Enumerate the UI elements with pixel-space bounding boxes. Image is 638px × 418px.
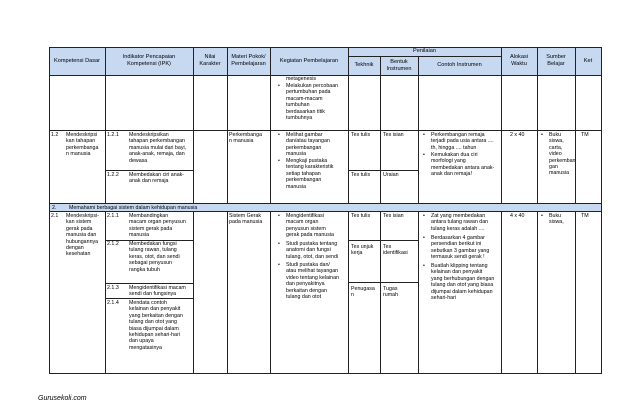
bullet-icon: • xyxy=(541,132,543,138)
r21-materi: Sistem Gerak pada manusia xyxy=(229,213,263,226)
bullet-icon: • xyxy=(278,158,280,164)
table-rule xyxy=(348,56,501,57)
r21-sumber: Buku siswa, xyxy=(549,213,564,226)
table-rule xyxy=(105,47,106,204)
r12-tek2: Tes tulis xyxy=(351,172,371,178)
r21-con2: Berdasarkan 4 gambar persendian berikut ini sebutkan 3 gambar yang termasuk sendi gerak ! xyxy=(431,235,490,261)
r12-ipk2-no: 1.2.2 xyxy=(107,172,119,178)
r21-con1: Zat yang membedakan antara tulang rawan dan tulang keras adalah .... xyxy=(431,213,489,232)
table-rule xyxy=(49,203,602,204)
r12-ipk1: Mendeskripsikan tahapan perkembangan manusia mulai dari bayi, anak-anak, remaja, dan dewasa xyxy=(129,132,187,164)
header-teknik: Tekhnik xyxy=(354,62,374,69)
table-rule xyxy=(575,47,576,204)
table-rule xyxy=(575,211,576,374)
r21-keg1: Mengidentifikasi macam organ penyusun sistem gerak pada manusia xyxy=(286,213,334,239)
r12-con2: Kemukakan dua ciri morfologi yang membedakan antara anak- anak dan remaja! xyxy=(431,152,495,178)
r12-materi: Perkembanga n manusia xyxy=(229,132,262,145)
header-ipk: Indikator Pencapaian Kompetensi (IPK) xyxy=(122,54,176,67)
r21-ipk2: Membedakan fungsi tulang rawan, tulang keras, otot, dan sendi sebagai penyusun rangka tubuh xyxy=(129,241,180,273)
table-border xyxy=(601,47,602,374)
r12-ipk2: Membedakan ciri anak- anak dan remaja xyxy=(129,172,185,185)
table-rule xyxy=(105,170,193,171)
bullet-icon: • xyxy=(278,241,280,247)
r21-con3: Buatlah klipping tentang kelainan dan penyakit yang berhubungan dengan tulang dan otot yang biasa dijumpai dalam kehidupan sehari-hari xyxy=(431,263,495,302)
header-sumber: Sumber Belajar xyxy=(546,54,566,67)
r21-tek3: Penugasa n xyxy=(351,286,375,299)
table-rule xyxy=(193,47,194,204)
r21-ket: TM xyxy=(581,213,589,219)
table-rule xyxy=(380,211,381,374)
bullet-icon: • xyxy=(423,213,425,219)
table-rule xyxy=(49,75,602,76)
r12-tek1: Tes tulis xyxy=(351,132,371,138)
r12-bent2: Uraian xyxy=(383,172,399,178)
header-alokasi: Alokasi Waktu xyxy=(509,54,529,67)
table-rule xyxy=(537,211,538,374)
r21-bent2: Tes identifikasi xyxy=(383,244,408,257)
r12-bent1: Tes isian xyxy=(383,132,404,138)
r12-ket: TM xyxy=(581,132,589,138)
r21-keg2: Studi pustaka tentang anatomi dan fungsi tulang, otot, dan sendi xyxy=(286,241,339,260)
r12-keg2: Mengkaji pustaka tentang karakteristik setiap tahapan perkembangan manusia xyxy=(286,158,334,190)
bullet-icon: • xyxy=(423,132,425,138)
r21-ipk3: Mengidentifikasi macam sendi dan fungsinya xyxy=(129,285,186,298)
r21-ipk2-no: 2.1.2 xyxy=(107,241,119,247)
r21-bent3: Tugas rumah xyxy=(383,286,399,299)
r21-kd-no: 2.1 xyxy=(51,213,59,219)
table-rule xyxy=(348,170,418,171)
bullet-icon: • xyxy=(423,235,425,241)
r12-kd: Mendeskripsi kan tahapan perkembanga n manusia xyxy=(66,132,99,158)
r12-ipk1-no: 1.2.1 xyxy=(107,132,119,138)
table-rule xyxy=(227,47,228,204)
r21-bent1: Tes isian xyxy=(383,213,404,219)
table-rule xyxy=(270,47,271,204)
table-border xyxy=(49,47,50,374)
table-rule xyxy=(348,240,418,241)
r21-keg3: Studi pustaka dan/ atau melihat tayangan video tentang kelainan dan penyakitnya berkaitan dengan tulang dan otot xyxy=(286,262,340,301)
header-nilai: Nilai Karakter xyxy=(199,54,221,67)
table-rule xyxy=(501,47,502,204)
r21-ipk1: Membandingkan macam organ penyusun sistem gerak pada manusia xyxy=(129,213,186,239)
bullet-icon: • xyxy=(278,262,280,268)
r12-kd-no: 1.2 xyxy=(51,132,59,138)
cont-kegiatan-b: Melakukan percobaan pertumbuhan pada macam-macam tumbuhan berdasarkan titik tumbuhnya xyxy=(286,83,339,122)
table-rule xyxy=(348,211,349,374)
header-penilaian: Penilaian xyxy=(412,48,436,55)
table-rule xyxy=(348,282,418,283)
table-rule xyxy=(105,211,106,374)
bullet-icon: • xyxy=(423,152,425,158)
table-rule xyxy=(537,47,538,204)
table-rule xyxy=(105,298,193,299)
table-rule xyxy=(380,56,381,204)
section2-no: 2. xyxy=(52,205,57,211)
bullet-icon: • xyxy=(423,263,425,269)
r21-alokasi: 4 x 40 xyxy=(510,213,525,219)
header-bentuk: Bentuk Instrumen xyxy=(386,58,412,72)
r21-tek2: Tes unjuk kerja xyxy=(351,244,374,257)
table-rule xyxy=(49,211,602,212)
cont-kegiatan: metagenesis xyxy=(286,76,317,82)
header-contoh: Contoh Instrumen xyxy=(437,62,482,69)
r12-sumber: Buku siswa, carta, video perkemban gan manusia xyxy=(549,132,576,177)
r21-ipk3-no: 2.1.3 xyxy=(107,285,119,291)
footer-watermark: Gurusekoli.com xyxy=(38,395,87,402)
bullet-icon: • xyxy=(541,213,543,219)
table-border xyxy=(49,47,602,48)
bullet-icon: • xyxy=(278,83,280,89)
r21-ipk1-no: 2.1.1 xyxy=(107,213,119,219)
r21-ipk4-no: 2.1.4 xyxy=(107,300,119,306)
r12-alokasi: 2 x 40 xyxy=(510,132,525,138)
header-ket: Ket xyxy=(583,57,593,64)
bullet-icon: • xyxy=(278,213,280,219)
table-border xyxy=(49,373,602,374)
table-rule xyxy=(418,56,419,204)
table-rule xyxy=(348,47,349,204)
header-materi: Materi Pokok/ Pembelajaran xyxy=(231,54,266,67)
header-kd: Kompetensi Dasar xyxy=(53,57,100,64)
table-rule xyxy=(270,211,271,374)
table-rule xyxy=(418,211,419,374)
table-rule xyxy=(227,211,228,374)
bullet-icon: • xyxy=(278,132,280,138)
table-rule xyxy=(501,211,502,374)
table-rule xyxy=(193,211,194,374)
table-rule xyxy=(105,240,193,241)
r21-kd: Mendeskripsi- kan sistem gerak pada manusia dan hubungannya dengan kesehatan xyxy=(66,213,99,258)
r21-tek1: Tes tulis xyxy=(351,213,371,219)
table-rule xyxy=(105,283,193,284)
header-kegiatan: Kegiatan Pembelajaran xyxy=(279,57,339,64)
section2-title: Memahami berbagai sistem dalam kehidupan manusia xyxy=(69,205,198,211)
r12-con1: Perkembangan remaja terjadi pada usia antara .... th, hingga .... tahun xyxy=(431,132,494,151)
table-rule xyxy=(49,130,602,131)
r21-ipk4: Mendata contoh kelainan dan penyakit yang berkaitan dengan tulang dan otot yang biasa dijumpai dalam kehidupan sehari-hari dan upaya mengatasinya xyxy=(129,300,183,351)
r12-keg1: Melihat gambar dan/atau tayangan perkembangan manusia xyxy=(286,132,330,158)
